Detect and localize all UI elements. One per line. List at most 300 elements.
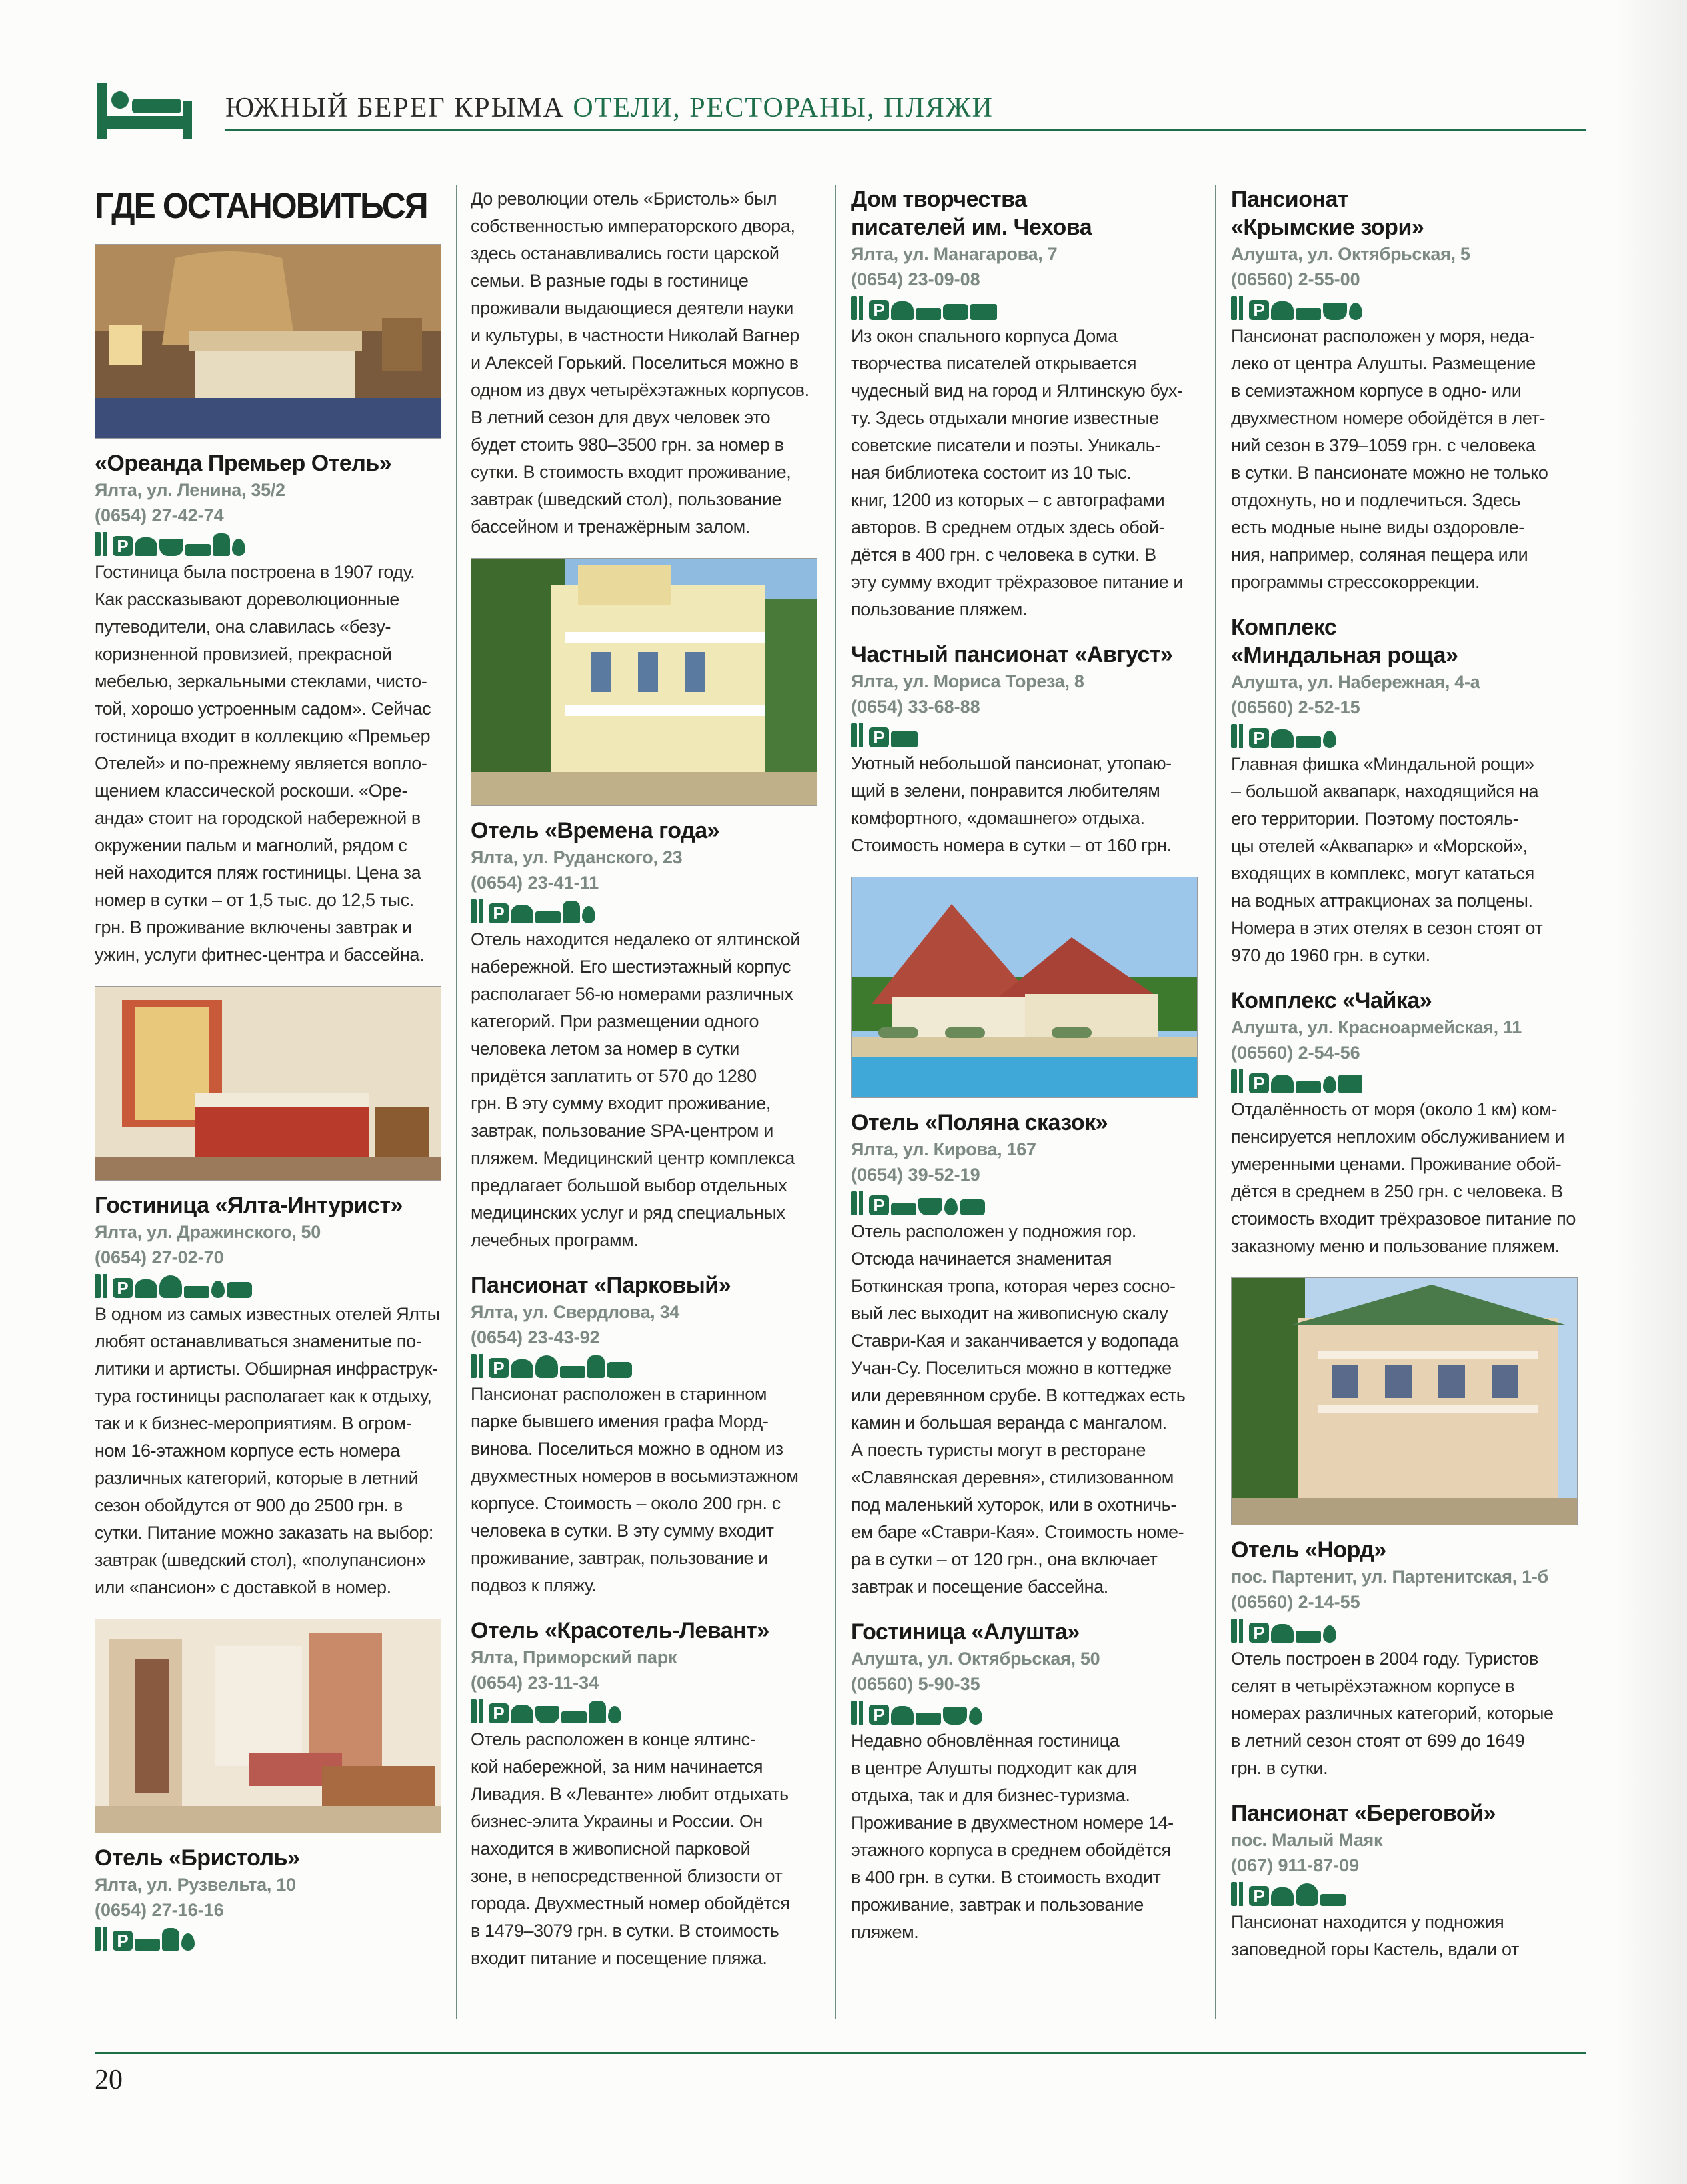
pets-icon (943, 304, 968, 320)
restaurant-icon (1231, 1069, 1237, 1093)
text-line: Учан-Су. Поселиться можно в коттедже (851, 1358, 1172, 1378)
text-line: бизнес-элита Украины и России. Он (471, 1811, 763, 1831)
text-line: ния, например, соляная пещера или (1231, 545, 1528, 565)
text-line: бассейном и тренажёрным залом. (471, 517, 750, 537)
hotel-description (471, 1381, 817, 1599)
text-line: в 400 грн. в сутки. В стоимость входит (851, 1867, 1161, 1887)
hotel-description (851, 1218, 1198, 1601)
fitness-icon (916, 308, 941, 320)
parking-icon: P (489, 1358, 509, 1378)
beach-icon (1271, 729, 1294, 748)
hotel-description (851, 1727, 1198, 1946)
restaurant-icon (859, 296, 863, 320)
text-line: тура гостиницы располагает как к отдыху, (95, 1386, 432, 1406)
hotel-name-line: «Миндальная роща» (1231, 643, 1458, 668)
amenity-icons (471, 897, 817, 923)
text-line: Недавно обновлённая гостиница (851, 1731, 1120, 1751)
kids-icon (589, 1701, 606, 1723)
text-line: в центре Алушты подходит как для (851, 1758, 1137, 1778)
text-line: сезон обойдутся от 900 до 2500 грн. в (95, 1495, 403, 1515)
amenity-icons (1231, 721, 1578, 748)
text-line: ном 16-этажном корпусе есть номера (95, 1441, 400, 1461)
fitness-icon (1296, 308, 1321, 320)
text-line: человека в сутки. В эту сумму входит (471, 1521, 774, 1541)
hotel-entry-chekhov-house (851, 185, 1198, 623)
hotel-description (95, 559, 441, 969)
amenity-icons (95, 1924, 441, 1951)
text-line: В одном из самых известных отелей Ялты (95, 1304, 440, 1324)
restaurant-icon (471, 1699, 477, 1723)
park-icon (1296, 1883, 1318, 1906)
text-line: набережной. Его шестиэтажный корпус (471, 957, 791, 977)
text-line: собственностью императорского двора, (471, 216, 795, 236)
hotel-description (1231, 751, 1578, 969)
restaurant-icon (103, 1274, 107, 1298)
text-line: книг, 1200 из которых – с автографами (851, 490, 1165, 510)
text-line: номерах различных категорий, которые (1231, 1703, 1554, 1723)
hotel-phone: (06560) 5-90-35 (851, 1674, 980, 1694)
hotel-name: Гостиница «Ялта-Интурист» (95, 1193, 403, 1218)
restaurant-icon (851, 1701, 857, 1725)
text-line: Пансионат расположен в старинном (471, 1384, 767, 1404)
amenity-icons (1231, 1067, 1578, 1093)
spa-icon (535, 1706, 559, 1723)
text-line: Отель построен в 2004 году. Туристов (1231, 1649, 1538, 1669)
text-line: пользование пляжем. (851, 599, 1028, 619)
hotel-entry-vremena-goda (471, 817, 817, 1254)
text-line: окружении пальм и магнолий, рядом с (95, 835, 407, 855)
text-line: его территории. Поэтому постояль- (1231, 809, 1519, 829)
hotel-phone: (0654) 27-02-70 (95, 1247, 224, 1267)
hotel-phone: (067) 911-87-09 (1231, 1855, 1360, 1875)
amenity-icons (471, 1351, 817, 1378)
text-line: программы стрессокоррекции. (1231, 572, 1480, 592)
text-line: есть модные ныне виды оздоровле- (1231, 517, 1524, 537)
page-number: 20 (95, 2065, 123, 2095)
park-icon (535, 1355, 558, 1378)
hotel-name-line: Дом творчества (851, 187, 1027, 212)
text-line: леко от центра Алушты. Размещение (1231, 353, 1536, 373)
hotel-address: Алушта, ул. Октябрьская, 50 (851, 1649, 1100, 1669)
amenity-icons (1231, 293, 1578, 320)
text-line: Проживание в двухместном номере 14- (851, 1813, 1174, 1833)
fitness-icon (560, 1366, 585, 1378)
text-line: селят в четырёхэтажном корпусе в (1231, 1676, 1515, 1696)
bed-icon (95, 79, 195, 140)
pool-icon (181, 1933, 195, 1951)
amenity-icons (851, 293, 1198, 320)
amenity-icons (95, 1271, 441, 1298)
hotel-entry-avgust (851, 641, 1198, 859)
text-line: завтрак (шведский стол), пользование (471, 489, 782, 509)
text-line: кой набережной, за ним начинается (471, 1757, 763, 1777)
text-line: двухместных номеров в восьмиэтажном (471, 1466, 799, 1486)
fitness-icon (185, 544, 211, 556)
text-line: цы отелей «Аквапарк» и «Морской», (1231, 836, 1528, 856)
text-line: эту сумму входит трёхразовое питание и (851, 572, 1184, 592)
text-line: Из окон спального корпуса Дома (851, 326, 1118, 346)
polyana-skazok-photo (851, 877, 1198, 1098)
hotel-phone: (06560) 2-14-55 (1231, 1592, 1360, 1612)
column-4 (1231, 185, 1578, 1981)
text-line: Уютный небольшой пансионат, утопаю- (851, 753, 1172, 773)
text-line: любят останавливаться знаменитые по- (95, 1331, 422, 1351)
text-line: так и к бизнес-мероприятиям. В огром- (95, 1413, 412, 1433)
hotel-address: Ялта, ул. Кирова, 167 (851, 1139, 1036, 1159)
text-line: заповедной горы Кастель, вдали от (1231, 1939, 1519, 1959)
text-line: винова. Поселиться можно в одном из (471, 1439, 783, 1459)
restaurant-icon (1239, 1619, 1243, 1643)
pets-icon (960, 1199, 985, 1215)
text-line: медицинских услуг и ряд специальных (471, 1203, 785, 1223)
text-line: зоне, в непосредственной близости от (471, 1866, 783, 1886)
restaurant-icon (479, 899, 483, 923)
hotel-entry-bristol (95, 1844, 441, 1951)
text-line: камин и большая веранда с мангалом. (851, 1413, 1167, 1433)
text-line: двухместном номере обойдётся в лет- (1231, 408, 1546, 428)
text-line: пляжем. (851, 1922, 919, 1942)
kids-icon (563, 901, 580, 923)
fitness-icon (1296, 1631, 1321, 1643)
text-line: Ставри-Кая и заканчивается у водопада (851, 1331, 1179, 1351)
beach-icon (135, 537, 157, 556)
parking-icon: P (1249, 728, 1269, 748)
hotel-description (471, 1726, 817, 1972)
yalta-intourist-room-photo (95, 986, 441, 1181)
text-line: Отсюда начинается знаменитая (851, 1249, 1112, 1269)
restaurant-icon (1231, 724, 1237, 748)
hotel-phone: (0654) 27-16-16 (95, 1900, 224, 1920)
column-divider (1215, 185, 1216, 2019)
text-line: завтрак и посещение бассейна. (851, 1577, 1108, 1597)
hotel-address: Ялта, ул. Манагарова, 7 (851, 244, 1058, 264)
restaurant-icon (103, 532, 107, 556)
spa-icon (1323, 303, 1347, 320)
text-line: грн. в сутки. (1231, 1758, 1328, 1778)
text-line: – большой аквапарк, находящийся на (1231, 781, 1539, 801)
beach-icon (891, 1706, 914, 1725)
text-line: вый лес выходит на живописную скалу (851, 1303, 1168, 1323)
hotel-address: Ялта, ул. Мориса Тореза, 8 (851, 671, 1084, 691)
text-line: лечебных программ. (471, 1230, 639, 1250)
hotel-name-line: Пансионат (1231, 187, 1349, 212)
parking-icon: P (1249, 300, 1269, 320)
hotel-name: Отель «Норд» (1231, 1537, 1386, 1563)
text-line: придётся заплатить от 570 до 1280 (471, 1066, 757, 1086)
spa-icon (943, 1707, 967, 1725)
hotel-entry-mindalnaya (1231, 613, 1578, 969)
pets-icon (607, 1362, 632, 1378)
section-title: ГДЕ ОСТАНОВИТЬСЯ (95, 186, 427, 226)
text-line: города. Двухместный номер обойдётся (471, 1893, 790, 1913)
hotel-name-line: писателей им. Чехова (851, 215, 1092, 240)
hotel-phone: (0654) 23-11-34 (471, 1673, 599, 1693)
column-1 (95, 185, 441, 1968)
beach-icon (1271, 1624, 1294, 1643)
hotel-address: пос. Малый Маяк (1231, 1830, 1383, 1850)
spa-icon (159, 539, 183, 556)
text-line: проживали выдающиеся деятели науки (471, 298, 793, 318)
pool-icon (1323, 731, 1336, 748)
header-title-region: ЮЖНЫЙ БЕРЕГ КРЫМА (225, 93, 565, 123)
hotel-name: Пансионат «Парковый» (471, 1273, 731, 1298)
parking-icon: P (869, 727, 889, 747)
page-header (95, 79, 1586, 143)
text-line: под маленький хуторок, или в охотничь- (851, 1495, 1176, 1515)
beach-icon (1271, 301, 1294, 320)
credit-card-icon (891, 731, 918, 747)
text-line: путеводители, она славилась «безу- (95, 617, 391, 637)
text-line: Номера в этих отелях в сезон стоят от (1231, 918, 1543, 938)
text-line: завтрак (шведский стол), «полупансион» (95, 1550, 426, 1570)
text-line: располагает 56-ю номерами различных (471, 984, 793, 1004)
text-line: ний сезон в 379–1059 грн. с человека (1231, 435, 1536, 455)
text-line: До революции отель «Бристоль» был (471, 189, 777, 209)
hotel-address: Ялта, ул. Рузвельта, 10 (95, 1875, 296, 1895)
hotel-name-line: «Крымские зори» (1231, 215, 1424, 240)
hotel-phone: (06560) 2-54-56 (1231, 1043, 1360, 1063)
text-line: ем баре «Ставри-Кая». Стоимость номе- (851, 1522, 1184, 1542)
column-divider (835, 185, 836, 2019)
hotel-phone: (06560) 2-55-00 (1231, 269, 1360, 289)
hotel-phone: (0654) 23-09-08 (851, 269, 980, 289)
text-line: предлагает большой выбор отдельных (471, 1175, 787, 1195)
credit-card-icon (970, 304, 997, 320)
fitness-icon (1296, 736, 1321, 748)
restaurant-icon (95, 1927, 101, 1951)
pool-icon (608, 1706, 621, 1723)
text-line: ра в сутки – от 120 грн., она включает (851, 1549, 1158, 1569)
text-line: А поесть туристы могут в ресторане (851, 1440, 1146, 1460)
text-line: комфортного, «домашнего» отдыха. (851, 808, 1145, 828)
hotel-description (1231, 1645, 1578, 1782)
beach-icon (1271, 1075, 1294, 1093)
column-2 (471, 185, 817, 1989)
text-line: семьи. В разные годы в гостинице (471, 271, 749, 291)
beach-icon (1271, 1887, 1294, 1906)
text-line: анда» стоит на городской набережной в (95, 808, 421, 828)
pets-icon (227, 1282, 252, 1298)
fitness-icon (561, 1711, 587, 1723)
restaurant-icon (1231, 1619, 1237, 1643)
text-line: щий в зелени, понравится любителям (851, 781, 1160, 801)
text-line: отдыха, так и для бизнес-туризма. (851, 1785, 1130, 1805)
text-line: сутки. В стоимость входит проживание, (471, 462, 791, 482)
amenity-icons (1231, 1879, 1578, 1906)
beach-icon (891, 301, 914, 320)
hotel-entry-nord (1231, 1536, 1578, 1782)
text-line: на водных аттракционах за полцены. (1231, 891, 1533, 911)
footer-divider (95, 2052, 1586, 2054)
text-line: пенсируется неплохим обслуживанием и (1231, 1127, 1564, 1147)
text-line: заказному меню и пользование пляжем. (1231, 1236, 1560, 1256)
text-line: творчества писателей открывается (851, 353, 1137, 373)
parking-icon: P (869, 1195, 889, 1215)
text-line: проживание, завтрак и пользование (851, 1895, 1144, 1915)
pool-icon (969, 1707, 982, 1725)
hotel-entry-parkovy (471, 1271, 817, 1599)
fitness-icon (184, 1286, 209, 1298)
amenity-icons (471, 1697, 817, 1723)
text-line: подвоз к пляжу. (471, 1575, 597, 1595)
text-line: парке бывшего имения графа Морд- (471, 1411, 769, 1431)
parking-icon: P (489, 1703, 509, 1723)
text-line: или «пансион» с доставкой в номер. (95, 1577, 391, 1597)
text-line: в сутки. В пансионате можно не только (1231, 463, 1548, 483)
parking-icon: P (869, 300, 889, 320)
text-line: будет стоить 980–3500 грн. за номер в (471, 435, 784, 455)
hotel-name (851, 185, 1198, 241)
text-line: этажного корпуса в среднем обойдётся (851, 1840, 1171, 1860)
hotel-name: Частный пансионат «Август» (851, 642, 1173, 667)
fitness-icon (1296, 1081, 1321, 1093)
text-line: корпусе. Стоимость – около 200 грн. с (471, 1493, 781, 1513)
header-title (225, 88, 994, 128)
hotel-entry-beregovoy (1231, 1799, 1578, 1963)
hotel-name: Комплекс «Чайка» (1231, 988, 1432, 1013)
parking-icon: P (1249, 1886, 1269, 1906)
hotel-address: Алушта, ул. Красноармейская, 11 (1231, 1017, 1522, 1037)
restaurant-icon (95, 532, 101, 556)
text-line: коризненной провизией, прекрасной (95, 644, 392, 664)
hotel-name: Отель «Красотель-Левант» (471, 1618, 769, 1643)
park-icon (159, 1275, 182, 1298)
fitness-icon (535, 911, 561, 923)
hotel-phone: (0654) 33-68-88 (851, 697, 980, 717)
hotel-address: Алушта, ул. Набережная, 4-а (1231, 672, 1480, 692)
text-line: «Славянская деревня», стилизованном (851, 1467, 1174, 1487)
text-line: Отель расположен в конце ялтинс- (471, 1729, 756, 1749)
text-line: мебелью, зеркальными стеклами, чисто- (95, 671, 427, 691)
hotel-entry-alushta (851, 1618, 1198, 1946)
hotel-address: Ялта, ул. Свердлова, 34 (471, 1302, 680, 1322)
parking-icon: P (869, 1705, 889, 1725)
text-line: номер в сутки – от 1,5 тыс. до 12,5 тыс. (95, 890, 414, 910)
restaurant-icon (1231, 1882, 1237, 1906)
text-line: Гостиница была построена в 1907 году. (95, 562, 415, 582)
text-line: чудесный вид на город и Ялтинскую бух- (851, 381, 1183, 401)
text-line: Пансионат находится у подножия (1231, 1912, 1504, 1932)
hotel-entry-krasotel (471, 1617, 817, 1972)
restaurant-icon (1231, 296, 1237, 320)
hotel-address: Алушта, ул. Октябрьская, 5 (1231, 244, 1470, 264)
text-line: ужин, услуги фитнес-центра и бассейна. (95, 945, 425, 965)
fitness-icon (891, 1203, 916, 1215)
restaurant-icon (1239, 1882, 1243, 1906)
hotel-name: Отель «Времена года» (471, 818, 720, 843)
text-line: Отель находится недалеко от ялтинской (471, 929, 801, 949)
column-3 (851, 185, 1198, 1963)
text-line: находится в живописной парковой (471, 1839, 751, 1859)
text-line: в 1479–3079 грн. в сутки. В стоимость (471, 1921, 779, 1941)
hotel-address: Ялта, ул. Дражинского, 50 (95, 1222, 321, 1242)
text-line: проживание, завтрак, пользование и (471, 1548, 768, 1568)
oreanda-room-photo (95, 244, 441, 439)
amenity-icons (851, 1189, 1198, 1215)
text-line: Стоимость номера в сутки – от 160 грн. (851, 835, 1172, 855)
hotel-phone: (0654) 23-41-11 (471, 873, 599, 893)
hotel-entry-oreanda (95, 449, 441, 969)
text-line: гостиница входит в коллекцию «Премьер (95, 726, 431, 746)
text-line: Пансионат расположен у моря, неда- (1231, 326, 1535, 346)
hotel-address: Ялта, ул. Руданского, 23 (471, 847, 683, 867)
text-line: Боткинская тропа, которая через сосно- (851, 1276, 1176, 1296)
hotel-name: Пансионат «Береговой» (1231, 1801, 1496, 1826)
text-line: 970 до 1960 грн. в сутки. (1231, 945, 1430, 965)
parking-icon: P (113, 1931, 133, 1951)
bristol-room-photo (95, 1619, 441, 1833)
text-line: различных категорий, которые в летний (95, 1468, 419, 1488)
text-line: стоимость входит трёхразовое питание по (1231, 1209, 1576, 1229)
header-divider (225, 129, 1586, 131)
text-line: ней находится пляж гостиницы. Цена за (95, 863, 421, 883)
restaurant-icon (859, 1701, 863, 1725)
text-line: входящих в комплекс, могут кататься (1231, 863, 1534, 883)
text-line: сутки. Питание можно заказать на выбор: (95, 1523, 433, 1543)
restaurant-icon (95, 1274, 101, 1298)
text-line: ная библиотека состоит из 10 тыс. (851, 463, 1132, 483)
pool-icon (232, 539, 245, 556)
restaurant-icon (479, 1699, 483, 1723)
text-line: Отелей» и по-прежнему является вопло- (95, 753, 427, 773)
hotel-phone: (0654) 23-43-92 (471, 1327, 600, 1347)
restaurant-icon (1239, 1069, 1243, 1093)
hotel-address: пос. Партенит, ул. Партенитская, 1-б (1231, 1567, 1548, 1587)
text-line: входит питание и посещение пляжа. (471, 1948, 767, 1968)
text-line: советские писатели и поэты. Уникаль- (851, 435, 1161, 455)
text-line: умеренными ценами. Проживание обой- (1231, 1154, 1562, 1174)
text-line: литики и артисты. Обширная инфраструк- (95, 1359, 438, 1379)
parking-icon: P (113, 536, 133, 556)
restaurant-icon (479, 1354, 483, 1378)
hotel-description (1231, 323, 1578, 596)
internet-icon (1338, 1075, 1362, 1093)
text-line: Главная фишка «Миндальной рощи» (1231, 754, 1534, 774)
hotel-phone: (0654) 39-52-19 (851, 1165, 980, 1185)
hotel-entry-yalta-intourist (95, 1191, 441, 1601)
kids-icon (587, 1355, 605, 1378)
kids-icon (162, 1928, 179, 1951)
column-divider (456, 185, 457, 2019)
text-line: Отдалённость от моря (около 1 км) ком- (1231, 1099, 1557, 1119)
pool-icon (582, 906, 595, 923)
hotel-description (1231, 1096, 1578, 1260)
text-line: и Алексей Горький. Поселиться можно в (471, 353, 799, 373)
text-line: Как рассказывают дореволюционные (95, 589, 399, 609)
header-title-topics: ОТЕЛИ, РЕСТОРАНЫ, ПЛЯЖИ (573, 93, 994, 123)
beach-icon (511, 1359, 533, 1378)
text-line: В летний сезон для двух человек это (471, 407, 771, 427)
restaurant-icon (471, 1354, 477, 1378)
parking-icon: P (113, 1278, 133, 1298)
hotel-entry-polyana-skazok (851, 1109, 1198, 1601)
text-line: дётся в среднем в 250 грн. с человека. В (1231, 1181, 1563, 1201)
restaurant-icon (851, 1191, 857, 1215)
parking-icon: P (1249, 1623, 1269, 1643)
hotel-name (1231, 613, 1578, 669)
hotel-name: Гостиница «Алушта» (851, 1619, 1080, 1645)
hotel-description (95, 1301, 441, 1601)
hotel-name (1231, 185, 1578, 241)
text-line: и культуры, в частности Николай Вагнер (471, 325, 799, 345)
nord-building-photo (1231, 1277, 1578, 1525)
text-line: в семиэтажном корпусе в одно- или (1231, 381, 1522, 401)
fitness-icon (135, 1939, 160, 1951)
bristol-description (471, 185, 817, 541)
text-line: здесь останавливались гости царской (471, 243, 779, 263)
text-line: авторов. В среднем отдых здесь обой- (851, 517, 1165, 537)
hotel-name: Отель «Бристоль» (95, 1845, 300, 1871)
